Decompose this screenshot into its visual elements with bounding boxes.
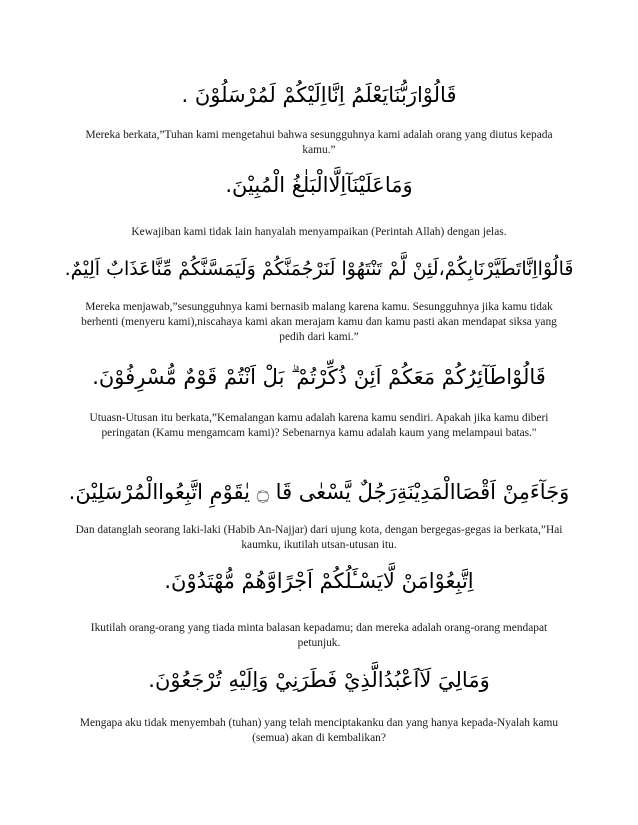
verse-3-translation: Mereka menjawab,”sesungguhnya kami bernasib malang karena kamu. Sesungguhnya jika kamu tidak berhenti (menyeru kami),niscahaya kami akan merajam kamu dan kamu pasti akan mendapat siksa yang pedih dari kami.” (81, 301, 557, 343)
verse-7-arabic: وَمَالِيَ لَآاَعْبُدُالَّذِيْ فَطَرَنِيْ وَاِلَيْهِ تُرْجَعُوْنَ. (148, 668, 490, 692)
verse-6-arabic: اِتَّبِعُوْامَنْ لَّايَسْـَٔلُكُمْ اَجْرًاوَّهُمْ مُّهْتَدُوْنَ. (164, 569, 474, 593)
verse-7-translation: Mengapa aku tidak menyembah (tuhan) yang telah menciptakanku dan yang hanya kepada-Nyalah kamu (semua) akan di kembalikan? (79, 717, 559, 744)
verse-3-arabic: قَالُوْااِنَّاتَطَيَّرْنَابِكُمْ،لَئِنْ لَّمْ تَنْتَهُوْا لَنَرْجُمَنَّكُمْ وَلَيَمَسَّنَّكُمْ مِّنَّاعَذَابٌ اَلِيْمٌ. (64, 258, 574, 280)
verse-2-translation: Kewajiban kami tidak lain hanyalah menyampaikan (Perintah Allah) dengan jelas. (131, 226, 507, 238)
verse-5-arabic: وَجَآءَمِنْ اَقْصَاالْمَدِيْنَةِرَجُلٌ يَّسْعٰى قَا ۝ يٰقَوْمِ اتَّبِعُواالْمُرْسَلِيْنَ. (68, 480, 570, 504)
verse-4-arabic: قَالُوْاطَآئِرُكُمْ مَعَكُمْ اَئِنْ ذُكِّرْتُمْ ۗ بَلْ اَنْتُمْ قَوْمٌ مُّسْرِفُوْنَ. (92, 365, 546, 389)
verse-2-arabic: وَمَاعَلَيْنَآاِلَّاالْبَلٰغُ الْمُبِيْنَ. (225, 173, 413, 197)
verse-5-translation: Dan datanglah seorang laki-laki (Habib An-Najjar) dari ujung kota, dengan bergegas-gegas ia berkata,”Hai kaumku, ikutilah utsan-utusan itu. (75, 524, 563, 551)
verse-1-arabic: قَالُوْارَبُّنَايَعْلَمُ اِنَّااِلَيْكُمْ لَمُرْسَلُوْنَ . (181, 83, 457, 107)
verse-6-translation: Ikutilah orang-orang yang tiada minta balasan kepadamu; dan mereka adalah orang-orang mendapat petunjuk. (90, 622, 548, 649)
verse-1-translation: Mereka berkata,”Tuhan kami mengetahui bahwa sesungguhnya kami adalah orang yang diutus kepada kamu.” (85, 129, 553, 156)
verse-4-translation: Utuasn-Utusan itu berkata,”Kemalangan kamu adalah karena kamu sendiri. Apakah jika kamu diberi peringatan (Kamu mengamcam kami)? Sebenarnya kamu adalah kaum yang melampaui batas." (89, 412, 549, 439)
